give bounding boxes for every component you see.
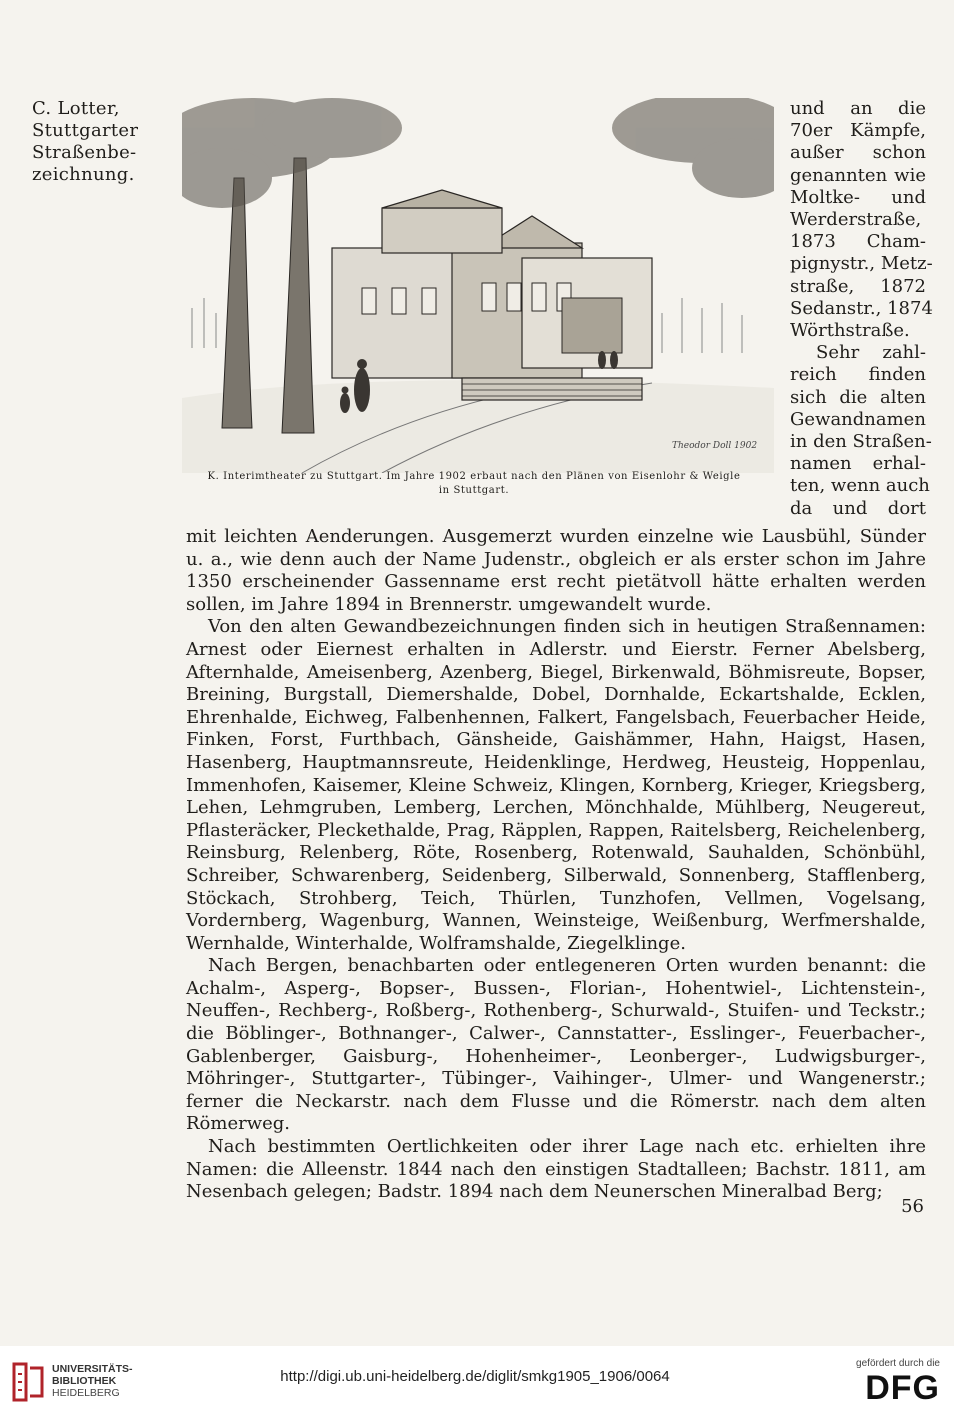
digitization-footer	[0, 1346, 954, 1418]
side-line: 1873 Cham-	[790, 231, 926, 253]
side-line: außer schon	[790, 142, 926, 164]
margin-note-line: zeichnung.	[32, 164, 135, 185]
funder-name: DFG	[865, 1369, 940, 1407]
page-number: 56	[901, 1196, 924, 1217]
side-line: namen erhal-	[790, 453, 926, 475]
side-line: Sehr zahl-	[816, 342, 926, 364]
side-line: 70er Kämpfe,	[790, 120, 926, 142]
margin-note-line: Straßenbe-	[32, 142, 137, 163]
side-line: ten, wenn auch	[790, 475, 930, 497]
margin-note-line: Stuttgarter	[32, 120, 139, 141]
paragraph: Nach bestimmten Oertlichkeiten oder ihrer Lage nach etc. erhielten ihre Namen: die Alleenstr. 1844 nach den einstigen Stadtalleen; Bachstr. 1811, am Nesenbach gelegen; Badstr. 1894 nach dem Neunerschen Mineralbad Berg;	[186, 1136, 926, 1203]
paragraph: mit leichten Aenderungen. Ausgemerzt wurden einzelne wie Lausbühl, Sünder u. a., wie denn auch der Name Judenstr., obgleich er als erster schon im Jahre 1350 erscheinender Gassenname erst recht pietätvoll hätte erhalten werden sollen, im Jahre 1894 in Brennerstr. umgewandelt wurde.	[186, 526, 926, 615]
caption-line: K. Interimtheater zu Stuttgart. Im Jahre 1902 erbaut nach den Plänen von Eisenlohr & Weigle	[207, 471, 741, 482]
side-line: und an die	[790, 98, 926, 119]
side-line: reich finden	[790, 364, 926, 386]
library-mark-icon	[10, 1360, 46, 1404]
side-line: Wörthstraße.	[790, 320, 910, 342]
side-line: Werderstraße,	[790, 209, 922, 231]
side-line: sich die alten	[790, 386, 926, 408]
paragraph: Nach Bergen, benachbarten oder entlegeneren Orten wurden benannt: die Achalm-, Asperg-, Bopser-, Bussen-, Florian-, Hohentwiel-, Lichtenstein-, Neuffen-, Rechberg-, Roßberg-, Rothenberg-, Schurwald-, Stuifen- und Teckstr.; die Böblinger-, Bothnanger-, Calwer-, Cannstatter-, Esslinger-, Feuerbacher-, Gablenberger, Gaisburg-, Hohenheimer-, Leonberger-, Ludwigsburger-, Möhringer-, Stuttgarter-, Tübinger-, Vaihinger-, Ulmer- und Wangenerstr.; ferner die Neckarstr. nach dem Flusse und die Römerstr. nach dem alten Römerweg.	[186, 955, 926, 1135]
library-name-line: HEIDELBERG	[52, 1387, 120, 1399]
side-line: genannten wie	[790, 164, 926, 186]
library-logo	[10, 1360, 140, 1406]
side-line: pignystr., Metz-	[790, 253, 933, 275]
funder-logo	[840, 1358, 940, 1414]
side-line: in den Straßen-	[790, 431, 932, 453]
body-text	[186, 526, 926, 1204]
figure-caption	[168, 470, 780, 498]
side-line: Sedanstr., 1874	[790, 297, 933, 319]
side-column-text	[790, 98, 933, 520]
margin-note-line: C. Lotter,	[32, 98, 120, 119]
caption-line: in Stuttgart.	[438, 485, 510, 496]
library-name-line: BIBLIOTHEK	[52, 1375, 117, 1387]
paragraph: Von den alten Gewandbezeichnungen finden sich in heutigen Straßennamen: Arnest oder Eiernest erhalten in Adlerstr. und Eierstr. Ferner Abelsberg, Afternhalde, Ameisenberg, Azenberg, Biegel, Birkenwald, Böhmisreute, Bopser, Breining, Burgstall, Diemershalde, Dobel, Dornhalde, Eckartshalde, Ecklen, Ehrenhalde, Eichweg, Falbenhennen, Falkert, Fangelsbach, Feuerbacher Heide, Finken, Forst, Furthbach, Gänsheide, Gaishämmer, Hahn, Haigst, Hasen, Hasenberg, Hauptmannsreute, Heidenklinge, Herdweg, Heusteig, Hoppenlau, Immenhofen, Kaisemer, Kleine Schweiz, Klingen, Kornberg, Krieger, Kriegsberg, Lehen, Lehmgruben, Lemberg, Lerchen, Mönchhalde, Mühlberg, Neugereut, Pflasteräcker, Pleckethalde, Prag, Räpplen, Rappen, Raitelsberg, Reichelenberg, Reinsburg, Relenberg, Röte, Rosenberg, Rotenwald, Sauhalden, Schönbühl, Schreiber, Schwarenberg, Seidenberg, Silberwald, Sonnenberg, Stafflenberg, Stöckach, Strohberg, Teich, Thürlen, Tunzhofen, Vellmen, Vogelsang, Vordernberg, Wagenburg, Wannen, Weinsteige, Weißenburg, Werfmershalde, Wernhalde, Winterhalde, Wolframshalde, Ziegelklinge.	[186, 616, 926, 954]
side-line: Moltke- und	[790, 186, 926, 208]
theater-drawing	[182, 98, 774, 473]
funder-label: gefördert durch die	[856, 1358, 940, 1369]
source-url[interactable]: http://digi.ub.uni-heidelberg.de/diglit/smkg1905_1906/0064	[280, 1368, 670, 1385]
artist-signature: Theodor Doll 1902	[672, 441, 758, 451]
side-line: straße, 1872	[790, 275, 926, 297]
side-line: da und dort	[790, 497, 926, 519]
theater-illustration	[182, 98, 774, 473]
side-line: Gewandnamen	[790, 408, 926, 430]
margin-note	[32, 98, 172, 186]
library-name-line: UNIVERSITÄTS-	[52, 1363, 133, 1375]
